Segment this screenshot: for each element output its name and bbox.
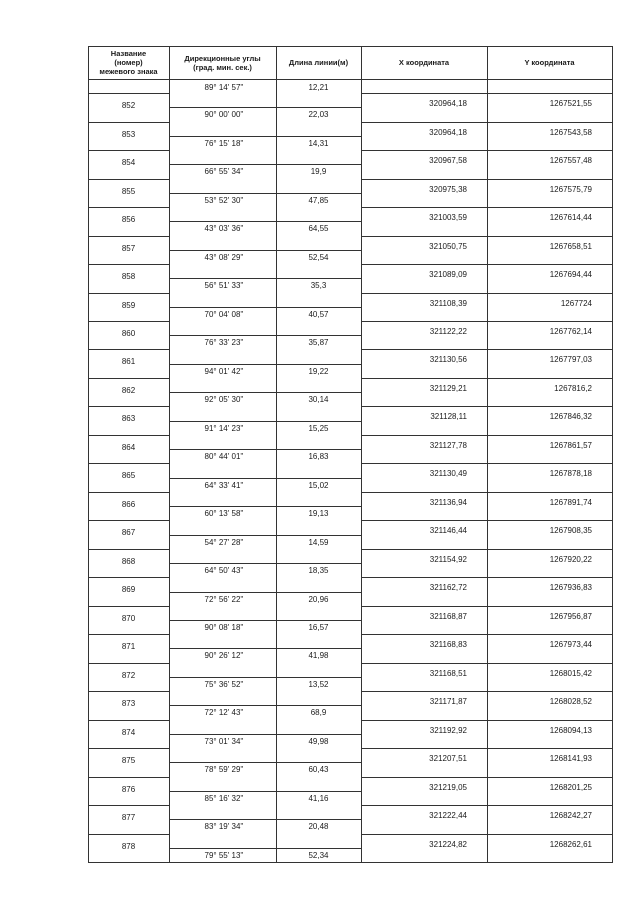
column-header-line: Название [110,49,147,58]
segment-length: 60,43 [308,765,329,775]
grid-column-line [361,46,362,862]
row-divider [88,805,169,806]
segment-angle: 85° 16' 32'' [204,793,244,803]
y-coordinate: 1267724 [560,298,592,308]
x-coordinate: 321219,05 [429,782,467,792]
point-name: 864 [121,442,136,452]
row-divider [361,777,612,778]
row-divider [88,777,169,778]
row-divider [88,378,169,379]
y-coordinate: 1267908,35 [549,526,592,536]
row-divider [169,449,361,450]
row-divider [169,819,361,820]
row-divider [361,492,612,493]
row-divider [88,520,169,521]
x-coordinate: 321003,59 [429,213,467,223]
y-coordinate: 1267861,57 [549,440,592,450]
grid-column-line [612,46,613,862]
row-divider [169,535,361,536]
grid-column-line [169,46,170,862]
row-divider [361,236,612,237]
x-coordinate: 321162,72 [429,583,467,593]
row-divider [361,748,612,749]
y-coordinate: 1267575,79 [549,184,592,194]
segment-angle: 78° 59' 29'' [204,765,244,775]
row-divider [88,93,169,94]
grid-column-line [88,46,89,862]
row-divider [169,620,361,621]
row-divider [361,577,612,578]
point-name: 857 [121,243,136,253]
column-header [169,54,276,72]
table-top-border [88,46,613,47]
y-coordinate: 1267956,87 [549,611,592,621]
point-name: 867 [121,528,136,538]
row-divider [361,293,612,294]
row-divider [361,378,612,379]
point-name: 862 [121,385,136,395]
point-name: 863 [121,414,136,424]
column-header-line: X координата [398,58,450,67]
x-coordinate: 321224,82 [429,839,467,849]
segment-angle: 43° 08' 29'' [204,252,244,262]
segment-angle: 72° 56' 22'' [204,594,244,604]
x-coordinate: 321130,49 [429,469,467,479]
row-divider [88,236,169,237]
row-divider [169,563,361,564]
row-divider [361,179,612,180]
segment-angle: 80° 44' 01'' [204,452,244,462]
segment-length: 19,22 [308,366,329,376]
x-coordinate: 321129,21 [429,383,467,393]
column-header [361,58,487,67]
row-divider [361,349,612,350]
segment-length: 16,83 [308,452,329,462]
x-coordinate: 320967,58 [429,156,467,166]
segment-angle: 91° 14' 23'' [204,423,244,433]
y-coordinate: 1267557,48 [549,156,592,166]
segment-length: 20,48 [308,822,329,832]
row-divider [361,463,612,464]
row-divider [361,264,612,265]
row-divider [169,193,361,194]
y-coordinate: 1267543,58 [549,127,592,137]
point-name: 871 [121,642,136,652]
segment-length: 30,14 [308,395,329,405]
segment-length: 14,59 [308,537,329,547]
point-name: 878 [121,841,136,851]
segment-length: 16,57 [308,622,329,632]
segment-length: 13,52 [308,679,329,689]
segment-angle: 92° 05' 30'' [204,395,244,405]
point-name: 853 [121,129,136,139]
row-divider [88,606,169,607]
row-divider [361,150,612,151]
segment-length: 35,87 [308,338,329,348]
x-coordinate: 321207,51 [429,754,467,764]
y-coordinate: 1267846,32 [549,412,592,422]
y-coordinate: 1268242,27 [549,811,592,821]
column-header-line: Длина линии(м) [288,58,349,67]
row-divider [169,107,361,108]
row-divider [88,463,169,464]
row-divider [169,335,361,336]
point-name: 854 [121,158,136,168]
row-divider [169,848,361,849]
column-header-line: (град. мин. сек.) [193,62,252,72]
row-divider [169,392,361,393]
x-coordinate: 321168,51 [429,668,467,678]
segment-length: 52,54 [308,252,329,262]
row-divider [88,150,169,151]
segment-angle: 73° 01' 34'' [204,736,244,746]
point-name: 860 [121,329,136,339]
row-divider [88,122,169,123]
y-coordinate: 1267891,74 [549,497,592,507]
segment-angle: 79° 55' 13'' [204,850,244,860]
row-divider [169,478,361,479]
segment-angle: 94° 01' 42'' [204,366,244,376]
row-divider [88,435,169,436]
y-coordinate: 1267762,14 [549,327,592,337]
y-coordinate: 1268094,13 [549,725,592,735]
row-divider [169,136,361,137]
row-divider [169,164,361,165]
table-bottom-border [88,862,613,863]
point-name: 859 [121,300,136,310]
row-divider [88,748,169,749]
row-divider [88,549,169,550]
x-coordinate: 321089,09 [429,270,467,280]
segment-length: 52,34 [308,850,329,860]
segment-angle: 76° 15' 18'' [204,138,244,148]
row-divider [361,406,612,407]
segment-length: 47,85 [308,195,329,205]
column-header-line: межевого знака [99,67,158,76]
segment-length: 19,13 [308,509,329,519]
row-divider [169,648,361,649]
segment-angle: 56° 51' 33'' [204,281,244,291]
segment-angle: 90° 08' 18'' [204,622,244,632]
x-coordinate: 321050,75 [429,241,467,251]
point-name: 877 [121,813,136,823]
x-coordinate: 321171,87 [429,697,467,707]
x-coordinate: 321136,94 [429,497,467,507]
x-coordinate: 321168,87 [429,611,467,621]
point-name: 852 [121,101,136,111]
segment-length: 68,9 [310,708,327,718]
y-coordinate: 1268262,61 [549,839,592,849]
point-name: 869 [121,585,136,595]
point-name: 874 [121,727,136,737]
row-divider [88,691,169,692]
row-divider [88,634,169,635]
x-coordinate: 321222,44 [429,811,467,821]
x-coordinate: 320964,18 [429,99,467,109]
segment-length: 41,98 [308,651,329,661]
y-coordinate: 1268015,42 [549,668,592,678]
column-header-line: Дирекционные углы [184,53,261,63]
segment-angle: 89° 14' 57'' [204,83,244,92]
row-divider [88,492,169,493]
row-divider [169,762,361,763]
y-coordinate: 1267816,2 [554,383,592,393]
x-coordinate: 321168,83 [429,640,467,650]
row-divider [361,207,612,208]
y-coordinate: 1267920,22 [549,554,592,564]
point-name: 876 [121,784,136,794]
row-divider [88,179,169,180]
row-divider [88,663,169,664]
x-coordinate: 321154,92 [429,554,467,564]
segment-length: 19,9 [310,167,327,177]
point-name: 856 [121,215,136,225]
segment-angle: 90° 26' 12'' [204,651,244,661]
segment-angle: 83° 19' 34'' [204,822,244,832]
row-divider [88,264,169,265]
row-divider [169,506,361,507]
row-divider [361,549,612,550]
point-name: 866 [121,499,136,509]
y-coordinate: 1267973,44 [549,640,592,650]
segment-length: 49,98 [308,736,329,746]
row-divider [88,720,169,721]
row-divider [88,321,169,322]
y-coordinate: 1268028,52 [549,697,592,707]
y-coordinate: 1268141,93 [549,754,592,764]
y-coordinate: 1267658,51 [549,241,592,251]
row-divider [361,691,612,692]
x-coordinate: 321122,22 [429,327,467,337]
segment-angle: 90° 00' 00'' [204,110,244,120]
segment-angle: 64° 33' 41'' [204,480,244,490]
row-divider [361,606,612,607]
column-header [88,49,169,76]
segment-angle: 72° 12' 43'' [204,708,244,718]
x-coordinate: 321108,39 [429,298,467,308]
point-name: 872 [121,670,136,680]
row-divider [169,221,361,222]
row-divider [361,122,612,123]
row-divider [361,520,612,521]
row-divider [169,791,361,792]
y-coordinate: 1267936,83 [549,583,592,593]
y-coordinate: 1267878,18 [549,469,592,479]
segment-angle: 60° 13' 58'' [204,509,244,519]
column-header [487,58,612,67]
x-coordinate: 321192,92 [429,725,467,735]
row-divider [169,278,361,279]
row-divider [169,307,361,308]
row-divider [361,634,612,635]
segment-angle: 54° 27' 28'' [204,537,244,547]
y-coordinate: 1267694,44 [549,270,592,280]
point-name: 858 [121,272,136,282]
row-divider [88,834,169,835]
segment-angle: 43° 03' 36'' [204,224,244,234]
segment-angle: 76° 33' 23'' [204,338,244,348]
y-coordinate: 1267797,03 [549,355,592,365]
row-divider [169,421,361,422]
row-divider [169,705,361,706]
row-divider [88,349,169,350]
column-header-line: Y координата [524,58,575,67]
x-coordinate: 321130,56 [429,355,467,365]
row-divider [361,663,612,664]
point-name: 855 [121,186,136,196]
x-coordinate: 321127,78 [429,440,467,450]
row-divider [88,406,169,407]
row-divider [361,93,612,94]
segment-length: 15,25 [308,423,329,433]
segment-length: 35,3 [310,281,327,291]
row-divider [88,293,169,294]
x-coordinate: 320964,18 [429,127,467,137]
segment-angle: 66° 55' 34'' [204,167,244,177]
segment-length: 14,31 [308,138,329,148]
point-name: 861 [121,357,136,367]
x-coordinate: 321146,44 [429,526,467,536]
row-divider [361,435,612,436]
point-name: 865 [121,471,136,481]
segment-length: 20,96 [308,594,329,604]
row-divider [361,321,612,322]
row-divider [88,577,169,578]
segment-length: 41,16 [308,793,329,803]
row-divider [169,592,361,593]
y-coordinate: 1267614,44 [549,213,592,223]
segment-angle: 53° 52' 30'' [204,195,244,205]
column-header-line: (номер) [114,58,143,67]
segment-length: 40,57 [308,309,329,319]
segment-length: 12,21 [308,83,329,92]
segment-angle: 64° 50' 43'' [204,566,244,576]
y-coordinate: 1268201,25 [549,782,592,792]
row-divider [361,805,612,806]
column-header [276,58,361,67]
row-divider [361,834,612,835]
row-divider [361,720,612,721]
grid-column-line [487,46,488,862]
segment-length: 15,02 [308,480,329,490]
point-name: 873 [121,699,136,709]
row-divider [169,250,361,251]
x-coordinate: 321128,11 [430,412,467,422]
point-name: 875 [121,756,136,766]
segment-angle: 75° 36' 52'' [204,679,244,689]
segment-length: 22,03 [308,110,329,120]
y-coordinate: 1267521,55 [549,99,592,109]
point-name: 870 [121,613,136,623]
header-bottom-border [88,79,613,80]
segment-length: 64,55 [308,224,329,234]
point-name: 868 [121,556,136,566]
segment-angle: 70° 04' 08'' [204,309,244,319]
row-divider [169,734,361,735]
row-divider [169,364,361,365]
row-divider [88,207,169,208]
segment-length: 18,35 [308,566,329,576]
row-divider [169,677,361,678]
x-coordinate: 320975,38 [429,184,467,194]
